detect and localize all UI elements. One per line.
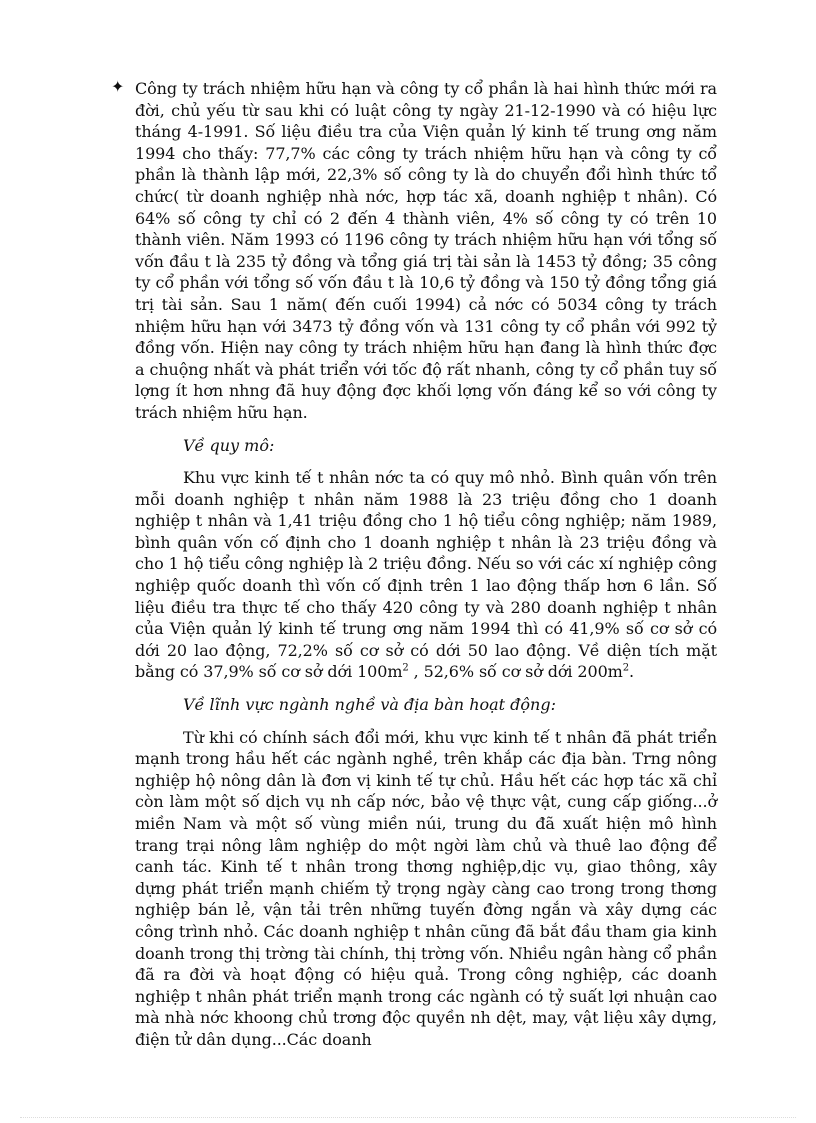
four-point-star-bullet-icon: ✦ bbox=[111, 77, 125, 96]
paragraph-company-types: Công ty trách nhiệm hữu hạn và công ty cổ phần là hai hình thức mới ra đời, chủ yếu từ sau khi có luật công ty ngày 21-12-1990 và có hiệu lực tháng 4-1991. Số liệu điều tra của Viện quản lý kinh tế trung ơng năm 1994 cho thấy: 77,7% các công ty trách nhiệm hữu hạn và công ty cổ phần là thành lập mới, 22,3% số công ty là do chuyển đổi hình thức tổ chức( từ doanh nghiệp nhà nớc, hợp tác xã, doanh nghiệp t nhân). Có 64% số công ty chỉ có 2 đến 4 thành viên, 4% số công ty có trên 10 thành viên. Năm 1993 có 1196 công ty trách nhiệm hữu hạn với tổng số vốn đầu t là 235 tỷ đồng và tổng giá trị tài sản là 1453 tỷ đồng; 35 công ty cổ phần với tổng số vốn đầu t là 10,6 tỷ đồng và 150 tỷ đồng tổng giá trị tài sản. Sau 1 năm( đến cuối 1994) cả nớc có 5034 công ty trách nhiệm hữu hạn với 3473 tỷ đồng vốn và 131 công ty cổ phần với 992 tỷ đồng vốn. Hiện nay công ty trách nhiệm hữu hạn đang là hình thức đợc a chuộng nhất và phát triển với tốc độ rất nhanh, công ty cổ phần tuy số lợng ít hơn nhng đã huy động đợc khối lợng vốn đáng kể so với công ty trách nhiệm hữu hạn. bbox=[135, 79, 717, 422]
paragraph-scale-end: . bbox=[629, 662, 634, 682]
area-unit-200: 200m bbox=[577, 662, 623, 682]
document-page bbox=[111, 77, 717, 1051]
area-unit-100: 100m bbox=[357, 662, 403, 682]
heading-scale: Về quy mô: bbox=[183, 435, 275, 455]
superscript-2: 2 bbox=[622, 663, 629, 675]
paragraph-scale-text: Khu vực kinh tế t nhân nớc ta có quy mô nhỏ. Bình quân vốn trên mỗi doanh nghiệp t nhân năm 1988 là 23 triệu đồng cho 1 doanh nghiệp t nhân và 1,41 triệu đồng cho 1 hộ tiểu công nghiệp; năm 1989, bình quân vốn cố định cho 1 doanh nghiệp t nhân là 23 triệu đồng và cho 1 hộ tiểu công nghiệp là 2 triệu đồng. Nếu so với các xí nghiệp công nghiệp quốc doanh thì vốn cố định trên 1 lao động thấp hơn 6 lần. Số liệu điều tra thực tế cho thấy 420 công ty và 280 doanh nghiệp t nhân của Viện quản lý kinh tế trung ơng năm 1994 thì có 41,9% số cơ sở có dới 20 lao động, 72,2% số cơ sở có dới 50 lao động. Về diện tích mặt bằng có 37,9% số cơ sở dới bbox=[135, 468, 717, 682]
page-bottom-divider bbox=[20, 1117, 796, 1118]
heading-sectors: Về lĩnh vực ngành nghề và địa bàn hoạt động: bbox=[183, 695, 556, 715]
paragraph-scale-sep: , 52,6% số cơ sở dới bbox=[408, 662, 578, 682]
paragraph-sectors: Từ khi có chính sách đổi mới, khu vực kinh tế t nhân đã phát triển mạnh trong hầu hết các ngành nghề, trên khắp các địa bàn. Trng nông nghiệp hộ nông dân là đơn vị kinh tế tự chủ. Hầu hết các hợp tác xã chỉ còn làm một số dịch vụ nh cấp nớc, bảo vệ thực vật, cung cấp giống...ở miền Nam và một số vùng miền núi, trung du đã xuất hiện mô hình trang trại nông lâm nghiệp do một ngời làm chủ và thuê lao động để canh tác. Kinh tế t nhân trong thơng nghiệp,dịc vụ, giao thông, xây dựng phát triển mạnh chiếm tỷ trọng ngày càng cao trong trong thơng nghiệp bán lẻ, vận tải trên những tuyến đờng ngắn và xây dựng các công trình nhỏ. Các doanh nghiệp t nhân cũng đã bắt đầu tham gia kinh doanh trong thị trờng tài chính, thị trờng vốn. Nhiều ngân hàng cổ phần đã ra đời và hoạt động có hiệu quả. Trong công nghiệp, các doanh nghiệp t nhân phát triển mạnh trong các ngành có tỷ suất lợi nhuận cao mà nhà nớc khoong chủ trơng độc quyền nh dệt, may, vật liệu xây dựng, điện tử dân dụng...Các doanh bbox=[135, 727, 717, 1049]
superscript-2: 2 bbox=[402, 663, 409, 675]
bullet-paragraph bbox=[111, 77, 717, 424]
paragraph-scale bbox=[135, 467, 717, 683]
